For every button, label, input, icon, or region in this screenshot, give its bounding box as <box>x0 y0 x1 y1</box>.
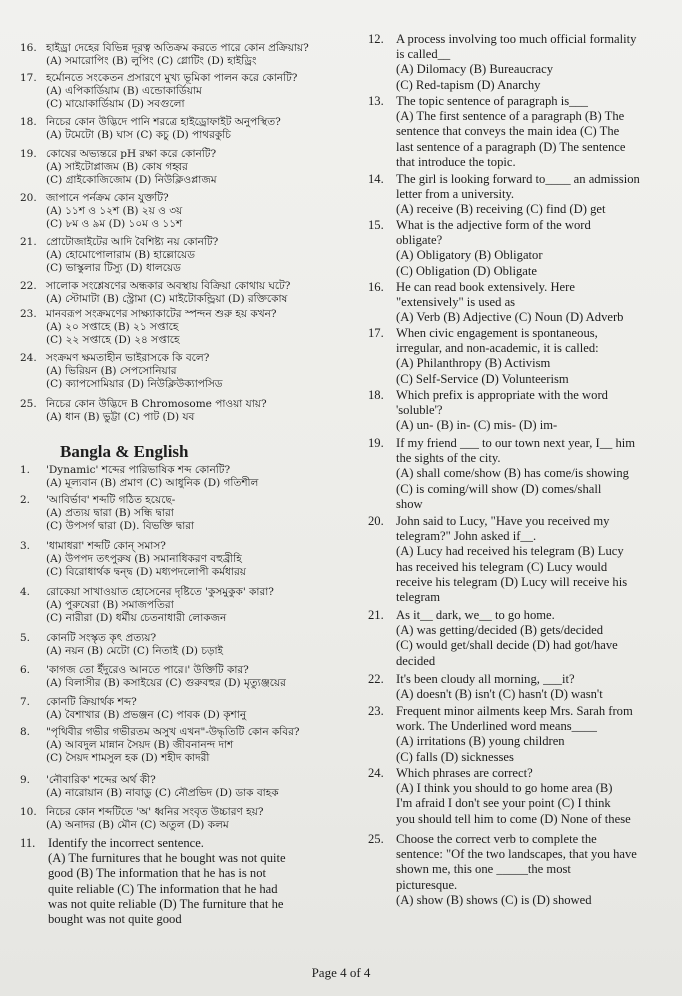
question-body <box>396 326 599 387</box>
question-line: picturesque. <box>396 877 458 892</box>
question-number: 7. <box>20 696 31 708</box>
question-line: (A) Verb (B) Adjective (C) Noun (D) Adverb <box>396 310 624 325</box>
question-body <box>396 280 623 326</box>
question-text: Identify the incorrect sentence. <box>48 836 204 850</box>
question-line: telegram <box>396 590 441 605</box>
question-number: 3. <box>20 540 31 552</box>
question-number: 24. <box>368 766 384 780</box>
question-line: (C) Self-Service (D) Volunteerism <box>396 371 569 386</box>
question-line: (A) Obligatory (B) Obligator <box>396 248 543 263</box>
question-body <box>396 514 627 605</box>
question-line: (C) Red-tapism (D) Anarchy <box>396 77 541 92</box>
question-line: sentence that conveys the main idea (C) The <box>396 124 620 139</box>
question-number: 22. <box>20 280 37 292</box>
question-body <box>46 696 246 722</box>
question-number: 1. <box>20 464 31 476</box>
question-line: "extensively" is used as <box>396 295 516 310</box>
question-body <box>46 664 286 690</box>
question-body <box>46 464 258 490</box>
question-number: 16. <box>368 280 384 294</box>
question-line: (A) অনাদর (B) মৌন (C) অতুল (D) কলম <box>46 819 229 831</box>
question-line: (A) The first sentence of a paragraph (B) The <box>396 109 625 124</box>
question-line: (A) নারোয়ান (B) নাবাডু (C) নৌপ্রভিদ (D) ডাক বাহক <box>46 787 279 799</box>
question-body <box>46 192 182 231</box>
question-body <box>48 836 286 927</box>
question-line: 'soluble'? <box>396 403 443 418</box>
question-text: 'কাগজ তো ইঁদুরেও আনতে পারে।' উক্তিটি কার? <box>46 664 249 676</box>
question-line: letter from a university. <box>396 187 515 202</box>
question-line: quite reliable (C) The information that he had <box>48 881 278 896</box>
question-text: As it__ dark, we__ to go home. <box>396 608 555 622</box>
question-number: 17. <box>20 72 37 84</box>
question-line: (A) বিলাসীর (B) কসাইয়ের (C) গুরুবহুর (D) মৃত্যুঞ্জয়ের <box>46 677 286 689</box>
question-body <box>46 774 279 800</box>
question-line: (C) বিরোধার্থক দ্বন্দ্ব (D) মধ্যপদলোপী কর্মধারয় <box>46 566 246 578</box>
question-number: 13. <box>368 94 384 108</box>
question-line: (A) উপপদ তৎপুরুষ (B) সমানাধিকরণ বহুব্রীহি <box>46 553 242 565</box>
question-line: you should tell him to come (D) None of these <box>396 811 631 826</box>
question-text: কোনটি ক্রিয়ার্থক শব্দ? <box>46 696 137 708</box>
question-text: He can read book extensively. Here <box>396 280 575 294</box>
question-line: (A) Lucy had received his telegram (B) Lucy <box>396 544 624 559</box>
question-body <box>46 806 263 832</box>
question-body <box>46 586 274 625</box>
question-text: A process involving too much official formality <box>396 32 637 46</box>
question-line: (A) shall come/show (B) has come/is showing <box>396 466 629 481</box>
question-line: show <box>396 496 423 511</box>
question-body <box>46 72 297 111</box>
question-body <box>46 42 309 68</box>
question-line: decided <box>396 653 436 668</box>
question-text: নিচের কোন শব্দটিতে 'অ' ধ্বনির সংবৃত উচ্চারণ হয়? <box>46 806 264 818</box>
question-line: shown me, this one _____the most <box>396 862 571 877</box>
question-body <box>396 218 591 279</box>
question-text: The girl is looking forward to____ an admission <box>396 172 640 186</box>
question-line: good (B) The information that he has is not <box>48 866 267 881</box>
question-text: "পৃথিবীর গভীর গভীরতম অসুখ এখন"-উদ্ধৃতিটি কোন কবির? <box>46 726 300 738</box>
question-body <box>46 494 194 533</box>
question-text: Choose the correct verb to complete the <box>396 832 597 846</box>
question-number: 23. <box>20 308 37 320</box>
question-line: (C) ২২ সপ্তাহে (D) ২৪ সপ্তাহে <box>46 334 180 346</box>
question-text: কোনটি সংস্কৃত কৃৎ প্রত্যয়? <box>46 632 157 644</box>
question-number: 6. <box>20 664 31 676</box>
question-text: 'আবির্ভাব' শব্দটি গঠিত হয়েছে- <box>46 494 176 506</box>
question-line: (A) সাইটোপ্লাজম (B) কোষ গহ্বর <box>46 161 188 173</box>
question-line: (A) un- (B) in- (C) mis- (D) im- <box>396 418 558 433</box>
question-number: 4. <box>20 586 31 598</box>
question-body <box>396 32 636 93</box>
question-line: (C) গ্রাইকোজিজোম (D) নিউক্লিওপ্লাজম <box>46 174 217 186</box>
question-line: (C) ৮ম ও ৯ম (D) ১০ম ও ১১শ <box>46 218 183 230</box>
question-text: সালোক সংশ্লেষণের অন্ধকার অবস্থায় বিক্রিয়া কোথায় ঘটে? <box>46 280 291 292</box>
question-line: (A) Philanthropy (B) Activism <box>396 356 551 371</box>
question-body <box>396 704 633 765</box>
question-line: (A) The furnitures that he bought was not quite <box>48 851 286 866</box>
question-number: 5. <box>20 632 31 644</box>
question-line: (A) এপিকার্ডিয়াম (B) এন্ডোকার্ডিয়াম <box>46 85 202 97</box>
question-line: obligate? <box>396 233 443 248</box>
question-line: (A) ১১শ ও ১২শ (B) ২য় ও ৩য় <box>46 205 183 217</box>
question-text: If my friend ___ to our town next year, I__ him <box>396 436 636 450</box>
question-number: 19. <box>368 436 384 450</box>
question-line: (A) ধান (B) ভুট্টা (C) পাট (D) যব <box>46 411 195 423</box>
question-number: 16. <box>20 42 37 54</box>
question-line: (A) হোমোপোলারাম (B) হাল্লোয়েড <box>46 249 195 261</box>
question-line: (C) ভাস্কুলার টিস্যু (D) ধালয়েড <box>46 262 181 274</box>
question-line: (A) টমেটো (B) ঘাস (C) কচু (D) পাথরকুচি <box>46 129 231 141</box>
question-line: (C) মায়োকার্ডিয়াম (D) সবগুলো <box>46 98 185 110</box>
question-text: সংক্রমণ ক্ষমতাহীন ভাইরাসকে কি বলে? <box>46 352 210 364</box>
question-text: প্রোটোজাইটের আদি বৈশিষ্ট্য নয় কোনটি? <box>46 236 219 248</box>
question-number: 24. <box>20 352 37 364</box>
question-line: (A) আবদুল মান্নান সৈয়দ (B) জীবনানন্দ দাশ <box>46 739 234 751</box>
question-line: sentence: "Of the two landscapes, that you have <box>396 847 637 862</box>
question-line: (A) doesn't (B) isn't (C) hasn't (D) wasn't <box>396 687 603 702</box>
question-line: (A) show (B) shows (C) is (D) showed <box>396 892 592 907</box>
question-number: 15. <box>368 218 384 232</box>
question-body <box>396 94 626 170</box>
question-number: 12. <box>368 32 384 46</box>
question-text: নিচের কোন উদ্ভিদে পানি শরত্রে হাইড্রোফাইট অনুপস্থিত? <box>46 116 281 128</box>
question-line: (C) নারীরা (D) ধর্মীয় চেতনাধারী লোকজন <box>46 612 227 624</box>
question-line: irregular, and non-academic, it is called: <box>396 341 599 356</box>
question-line: (A) প্রত্যয় দ্বারা (B) সন্ধি দ্বারা <box>46 507 174 519</box>
question-body <box>46 236 218 275</box>
question-body <box>46 398 267 424</box>
question-line: (C) ক্যাপসোমিয়ার (D) নিউক্লিউক্যাপসিড <box>46 378 223 390</box>
question-line: (C) is coming/will show (D) comes/shall <box>396 481 602 496</box>
question-line: (A) Dilomacy (B) Bureaucracy <box>396 62 554 77</box>
page-footer: Page 4 of 4 <box>311 965 371 980</box>
question-line: (A) ভিরিয়ন (B) সেপসোনিয়ার <box>46 365 177 377</box>
question-number: 10. <box>20 806 37 818</box>
question-text: 'ধামাধরা' শব্দটি কোন্ সমাস? <box>46 540 166 552</box>
question-number: 21. <box>368 608 384 622</box>
question-body <box>46 352 223 391</box>
question-line: (A) সমারোপিং (B) লুপিং (C) গ্লোটিং (D) হাইড্রিং <box>46 55 257 67</box>
question-number: 14. <box>368 172 384 186</box>
question-body <box>46 280 290 306</box>
question-number: 18. <box>368 388 384 402</box>
question-body <box>396 388 608 434</box>
question-body <box>46 148 217 187</box>
question-body <box>396 436 635 512</box>
question-number: 9. <box>20 774 31 786</box>
question-number: 8. <box>20 726 31 738</box>
question-number: 18. <box>20 116 37 128</box>
question-line: (C) উপসর্গ দ্বারা (D). বিভক্তি দ্বারা <box>46 520 195 532</box>
question-line: (A) I think you should to go home area (B) <box>396 781 613 796</box>
question-line: has received his telegram (C) Lucy would <box>396 559 608 574</box>
question-body <box>396 608 618 669</box>
question-number: 2. <box>20 494 31 506</box>
question-text: 'Dynamic' শব্দের পারিভাষিক শব্দ কোনটি? <box>46 464 231 476</box>
question-line: I'm afraid I don't see your point (C) I think <box>396 796 611 811</box>
question-body <box>396 172 640 218</box>
question-line: was not quite reliable (D) The furniture that he <box>48 896 284 911</box>
question-body <box>46 116 281 142</box>
question-text: জাপানে পর্নক্রম কোন যুক্তটি? <box>46 192 169 204</box>
question-number: 20. <box>20 192 37 204</box>
question-line: (A) নয়ন (B) মেটো (C) নিতাই (D) চড়াই <box>46 645 224 657</box>
question-text: John said to Lucy, "Have you received my <box>396 514 610 528</box>
question-line: (C) Obligation (D) Obligate <box>396 263 537 278</box>
question-number: 17. <box>368 326 384 340</box>
question-line: (C) falls (D) sicknesses <box>396 749 514 764</box>
question-number: 23. <box>368 704 384 718</box>
question-number: 25. <box>20 398 37 410</box>
question-line: (A) মূল্যবান (B) প্রমাণ (C) আধুনিক (D) গতিশীল <box>46 477 259 489</box>
question-line: (A) স্টোমাটা (B) স্ট্রোমা (C) মাইটোকন্ড্রিয়া (D) রক্তিকোষ <box>46 293 288 305</box>
question-text: হর্মোনতে সংকেতন প্রসারণে মুখ্য ভূমিকা পালন করে কোনটি? <box>46 72 298 84</box>
question-line: telegram?" John asked if__. <box>396 529 537 544</box>
question-line: (A) ২০ সপ্তাহে (B) ২১ সপ্তাহে <box>46 321 179 333</box>
question-text: What is the adjective form of the word <box>396 218 591 232</box>
question-number: 11. <box>20 836 36 850</box>
question-body <box>46 308 277 347</box>
question-line: (A) was getting/decided (B) gets/decided <box>396 623 604 638</box>
question-text: 'নৌবারিক' শব্দের অর্থ কী? <box>46 774 156 786</box>
question-number: 25. <box>368 832 384 846</box>
question-text: Which prefix is appropriate with the word <box>396 388 608 402</box>
question-line: (C) would get/shall decide (D) had got/have <box>396 638 618 653</box>
question-body <box>396 766 631 827</box>
question-line: work. The Underlined word means____ <box>396 719 597 734</box>
question-text: কোষের অভ্যন্তরে pH রক্ষা করে কোনটি? <box>46 148 217 160</box>
question-line: receive his telegram (D) Lucy will receive his <box>396 574 628 589</box>
question-line: last sentence of a paragraph (D) The sentence <box>396 139 626 154</box>
question-line: (C) সৈয়দ শামসুল হক (D) শহীদ কাদরী <box>46 752 210 764</box>
question-line: the sights of the city. <box>396 451 501 466</box>
question-number: 21. <box>20 236 37 248</box>
section-heading: Bangla & English <box>60 442 189 461</box>
question-number: 19. <box>20 148 37 160</box>
question-line: is called__ <box>396 47 451 62</box>
question-text: মানবরূপ সংক্রমণের সাক্ষ্যাকাটের স্পন্দন শুরু হয় কখন? <box>46 308 277 320</box>
question-line: (A) irritations (B) young children <box>396 734 565 749</box>
question-number: 20. <box>368 514 384 528</box>
question-body <box>396 672 603 702</box>
question-text: রোকেয়া সাখাওয়াত হোসেনের দৃষ্টিতে 'কুসমুকুক' কারা? <box>46 586 274 598</box>
question-body <box>396 832 637 908</box>
question-line: (A) receive (B) receiving (C) find (D) get <box>396 202 606 217</box>
question-line: (A) পুরুষেরা (B) সমাজপতিরা <box>46 599 174 611</box>
question-text: It's been cloudy all morning, ___it? <box>396 672 575 686</box>
question-body <box>46 540 246 579</box>
question-text: The topic sentence of paragraph is___ <box>396 94 588 108</box>
question-body <box>46 726 300 765</box>
question-line: bought was not quite good <box>48 912 182 927</box>
question-text: Frequent minor ailments keep Mrs. Sarah from <box>396 704 633 718</box>
question-text: When civic engagement is spontaneous, <box>396 326 598 340</box>
question-number: 22. <box>368 672 384 686</box>
question-line: that introduce the topic. <box>396 154 516 169</box>
question-text: Which phrases are correct? <box>396 766 533 780</box>
question-line: (A) বৈশাখার (B) প্রভঞ্জন (C) পাবক (D) কৃশানু <box>46 709 247 721</box>
question-text: হাইড্রা দেহের বিভিন্ন দূরত্ব অতিক্রম করতে পারে কোন প্রক্রিয়ায়? <box>46 42 309 54</box>
question-text: নিচের কোন উদ্ভিদে B Chromosome পাওয়া যায়? <box>46 398 267 410</box>
question-body <box>46 632 223 658</box>
